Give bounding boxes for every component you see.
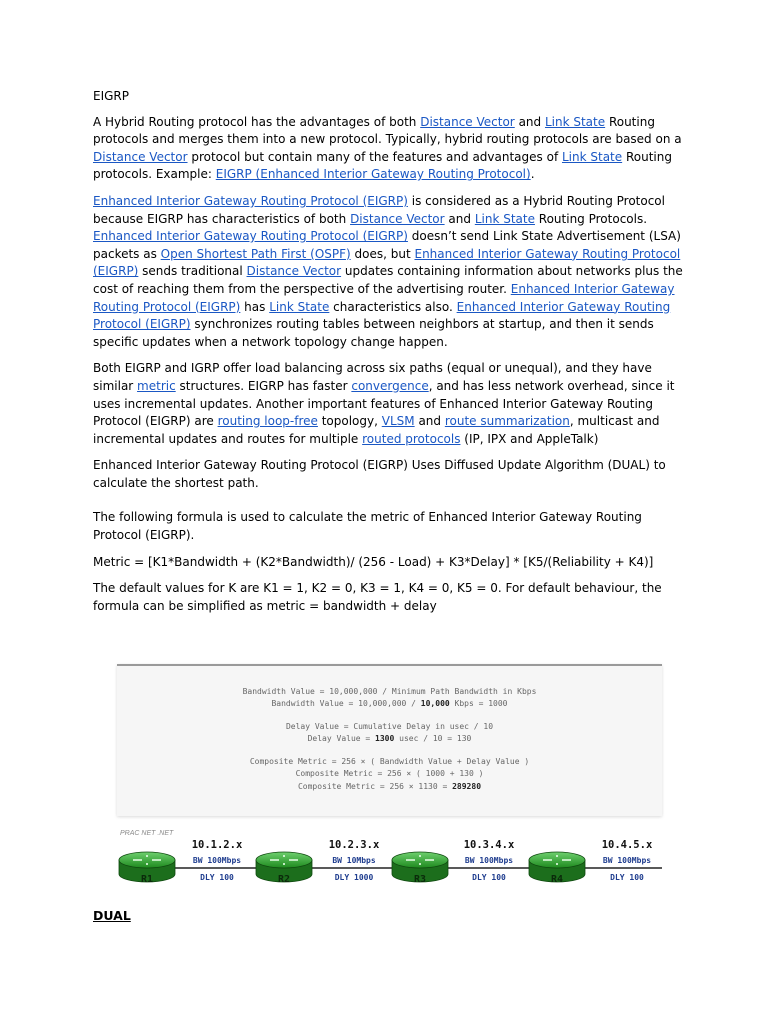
text: synchronizes routing tables between neighbors at startup, and then it sends specific updates when a network topology change happen. [93, 317, 654, 349]
text: , and has less network overhead, since it uses incremental updates. Another important features of Enhanced Interior Gateway Routing Protocol (EIGRP) are [93, 378, 675, 429]
paragraph-metric-formula: Metric = [K1*Bandwidth + (K2*Bandwidth)/ (256 - Load) + K3*Delay] * [K5/(Reliability + K4)] [93, 554, 654, 569]
bandwidth-label: BW 10Mbps [332, 856, 376, 865]
composite-result [117, 781, 662, 793]
link-link-state[interactable]: Link State [474, 211, 535, 226]
text: usec / 10 = 130 [394, 734, 472, 744]
brand-watermark: PRAC NET .NET [120, 830, 174, 837]
bandwidth-label: BW 100Mbps [192, 856, 242, 865]
link-distance-vector[interactable]: Distance Vector [420, 114, 515, 129]
link-link-state[interactable]: Link State [544, 114, 606, 129]
text: Both EIGRP and IGRP offer load balancing across six paths (equal or unequal), and they have similar [93, 361, 652, 393]
text: protocol but contain many of the features and advantages of [187, 149, 562, 164]
link-route-summarization[interactable]: route summarization [444, 414, 570, 429]
delay-formula: Delay Value = Cumulative Delay in usec / 10 [285, 722, 494, 732]
link-eigrp[interactable]: Enhanced Interior Gateway Routing Protocol (EIGRP) [93, 299, 671, 332]
router-label: R1 [140, 874, 154, 885]
composite-value-bold: 289280 [452, 781, 482, 791]
text: Routing protocols and merges them into a new protocol. Typically, hybrid routing protocols are based on a [93, 114, 682, 147]
delay-value-bold: 1300 [375, 734, 395, 744]
subnet-label: 10.1.2.x [191, 839, 243, 851]
network-topology-diagram [117, 826, 664, 892]
text: Composite Metric = 256 × 1130 = [297, 781, 453, 791]
paragraph-hybrid-routing [93, 114, 683, 184]
text: updates containing information about networks plus the cost of reaching them from the perspective of the advertising router. [93, 264, 683, 296]
text: structures. EIGRP has faster [175, 378, 352, 393]
paragraph-load-balancing [93, 360, 683, 448]
bandwidth-value-bold: 10,000 [420, 699, 450, 709]
text: Bandwidth Value = 10,000,000 / [271, 699, 421, 709]
text: has [240, 299, 270, 314]
section-heading-dual: DUAL [93, 908, 131, 923]
page-title: EIGRP [93, 89, 129, 103]
router-label: R2 [277, 874, 291, 885]
subnet-label: 10.2.3.x [328, 839, 380, 851]
link-convergence[interactable]: convergence [351, 378, 429, 393]
paragraph-default-k-values: The default values for K are K1 = 1, K2 = 0, K3 = 1, K4 = 0, K5 = 0. For default behaviour, the formula can be simplified as metric = bandwidth + delay [93, 581, 662, 613]
text: Routing Protocols. [534, 211, 648, 226]
bandwidth-label: BW 100Mbps [464, 856, 514, 865]
text: Routing protocols. Example: [93, 149, 672, 182]
link-ospf[interactable]: Open Shortest Path First (OSPF) [160, 246, 351, 261]
link-distance-vector[interactable]: Distance Vector [350, 211, 445, 226]
text: sends traditional [138, 264, 247, 279]
bandwidth-calculation [117, 686, 662, 711]
link-metric[interactable]: metric [137, 378, 176, 393]
delay-calculation [117, 721, 662, 746]
link-routed-protocols[interactable]: routed protocols [362, 431, 461, 446]
delay-label: DLY 1000 [334, 873, 374, 882]
link-eigrp[interactable]: Enhanced Interior Gateway Routing Protocol (EIGRP) [93, 229, 408, 244]
text: Delay Value = [307, 734, 376, 744]
text: characteristics also. [329, 299, 457, 314]
text: does, but [350, 246, 415, 261]
delay-label: DLY 100 [200, 873, 234, 882]
router-label: R4 [550, 874, 564, 885]
composite-formula: Composite Metric = 256 × ( Bandwidth Value + Delay Value ) [249, 757, 530, 767]
composite-calculation [117, 756, 662, 793]
text: and [444, 211, 475, 226]
link-link-state[interactable]: Link State [269, 299, 330, 314]
link-vlsm[interactable]: VLSM [381, 414, 415, 429]
text: topology, [317, 414, 382, 429]
subnet-label: 10.3.4.x [463, 839, 515, 851]
router-label: R3 [413, 874, 427, 885]
text: and [514, 114, 545, 129]
bandwidth-label: BW 100Mbps [602, 856, 652, 865]
subnet-label: 10.4.5.x [601, 839, 653, 851]
composite-step: Composite Metric = 256 × ( 1000 + 130 ) [295, 769, 484, 779]
text: (IP, IPX and AppleTalk) [460, 431, 599, 446]
text: . [530, 167, 535, 182]
link-eigrp[interactable]: Enhanced Interior Gateway Routing Protocol (EIGRP) [93, 193, 408, 208]
text: and [414, 414, 445, 429]
link-eigrp[interactable]: Enhanced Interior Gateway Routing Protocol (EIGRP) [93, 246, 681, 279]
paragraph-formula-intro: The following formula is used to calculate the metric of Enhanced Interior Gateway Routing Protocol (EIGRP). [93, 510, 642, 543]
paragraph-dual: Enhanced Interior Gateway Routing Protocol (EIGRP) Uses Diffused Update Algorithm (DUAL) to calculate the shortest path. [93, 458, 666, 490]
topology-svg [117, 826, 664, 892]
link-link-state[interactable]: Link State [561, 149, 623, 164]
bandwidth-formula: Bandwidth Value = 10,000,000 / Minimum Path Bandwidth in Kbps [242, 687, 537, 696]
delay-example [117, 733, 662, 745]
text: is considered as a Hybrid Routing Protocol because EIGRP has characteristics of both [93, 193, 665, 226]
link-eigrp[interactable]: Enhanced Interior Gateway Routing Protocol (EIGRP) [93, 281, 675, 314]
delay-label: DLY 100 [610, 873, 644, 882]
text: doesn’t send Link State Advertisement (LSA) packets as [93, 229, 681, 261]
metric-calculation-figure [117, 664, 662, 816]
link-routing-loop-free[interactable]: routing loop-free [217, 414, 318, 429]
link-eigrp[interactable]: EIGRP (Enhanced Interior Gateway Routing Protocol) [215, 167, 531, 182]
text: , multicast and incremental updates and routes for multiple [93, 414, 660, 446]
text: Kbps = 1000 [449, 699, 508, 709]
delay-label: DLY 100 [472, 873, 506, 882]
link-distance-vector[interactable]: Distance Vector [246, 264, 342, 279]
text: A Hybrid Routing protocol has the advantages of both [93, 114, 421, 129]
bandwidth-example [117, 698, 662, 710]
document-body [93, 88, 683, 624]
link-distance-vector[interactable]: Distance Vector [93, 149, 188, 164]
paragraph-eigrp-hybrid [93, 193, 683, 351]
